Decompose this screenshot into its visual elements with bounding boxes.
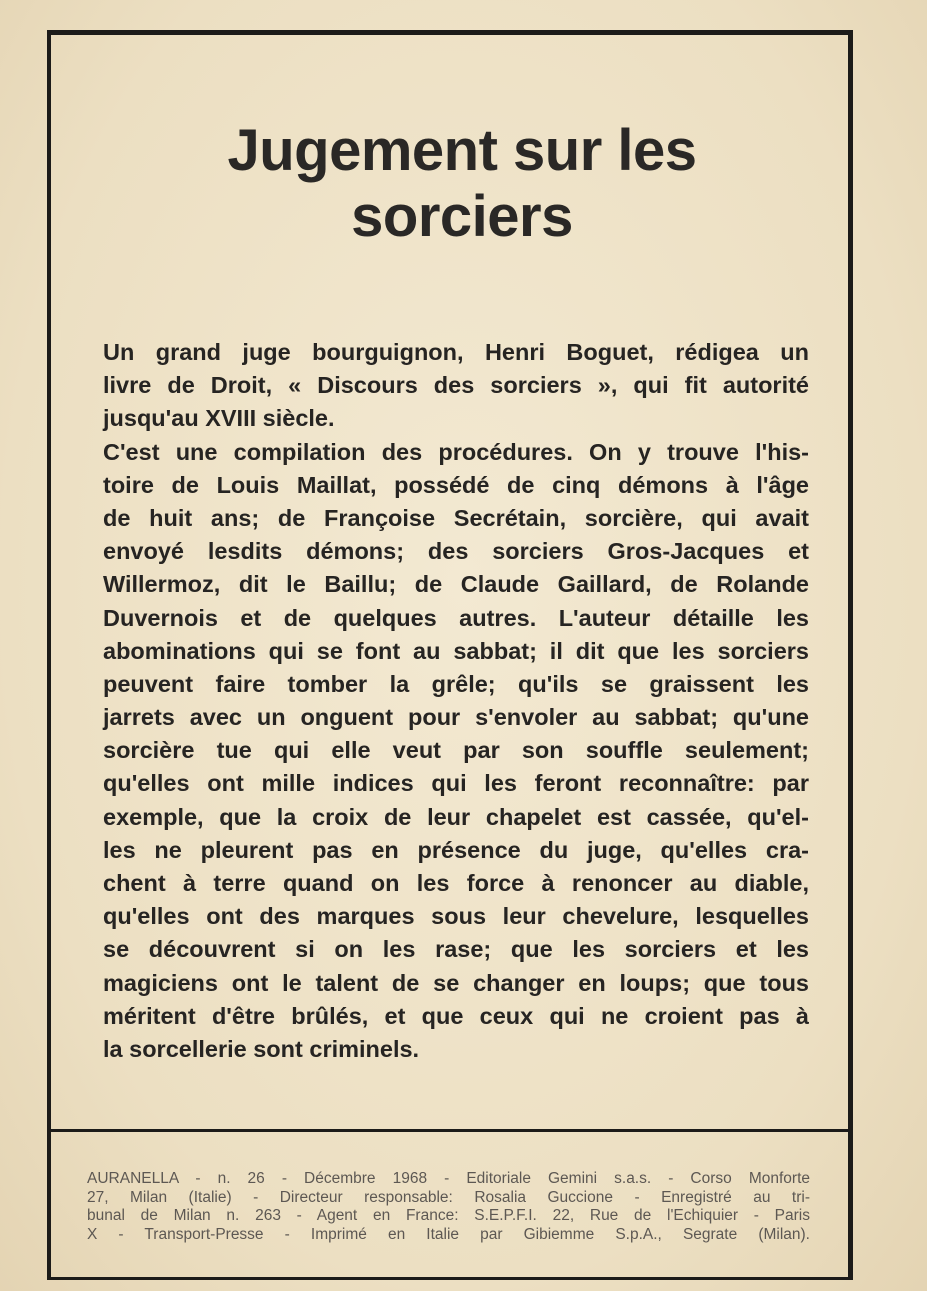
body-line: les ne pleurent pas en présence du juge, qu'elles cra- xyxy=(103,836,809,863)
body-line: jusqu'au XVIII siècle. xyxy=(103,405,335,432)
title-line-2: sorciers xyxy=(351,184,573,249)
body-line: qu'elles ont des marques sous leur chevelure, lesquelles xyxy=(103,903,809,930)
body-line: de huit ans; de Françoise Secrétain, sorcière, qui avait xyxy=(103,504,809,531)
body-line: Un grand juge bourguignon, Henri Boguet, rédigea un xyxy=(103,339,809,365)
article-body xyxy=(103,336,809,1066)
colophon-line: 27, Milan (Italie) - Directeur responsable: Rosalia Guccione - Enregistré au tri- xyxy=(87,1188,810,1206)
body-line: C'est une compilation des procédures. On y trouve l'his- xyxy=(103,438,809,465)
body-line: qu'elles ont mille indices qui les feront reconnaître: par xyxy=(103,770,809,797)
body-line: envoyé lesdits démons; des sorciers Gros-Jacques et xyxy=(103,538,809,565)
body-line: la sorcellerie sont criminels. xyxy=(103,1035,420,1062)
article-title xyxy=(62,118,862,250)
body-line: jarrets avec un onguent pour s'envoler au sabbat; qu'une xyxy=(103,704,809,731)
body-line: peuvent faire tomber la grêle; qu'ils se graissent les xyxy=(103,670,809,697)
colophon-line: X - Transport-Presse - Imprimé en Italie par Gibiemme S.p.A., Segrate (Milan). xyxy=(87,1225,810,1243)
body-line: méritent d'être brûlés, et que ceux qui ne croient pas à xyxy=(103,1002,809,1029)
body-line: Duvernois et de quelques autres. L'auteur détaille les xyxy=(103,604,809,631)
body-line: sorcière tue qui elle veut par son souffle seulement; xyxy=(103,737,809,764)
colophon-line: bunal de Milan n. 263 - Agent en France: S.E.P.F.I. 22, Rue de l'Echiquier - Paris xyxy=(87,1207,810,1225)
footer-divider xyxy=(47,1129,853,1132)
body-line: abominations qui se font au sabbat; il dit que les sorciers xyxy=(103,637,809,664)
colophon xyxy=(87,1170,810,1244)
body-line: se découvrent si on les rase; que les sorciers et les xyxy=(103,936,809,963)
body-line: livre de Droit, « Discours des sorciers », qui fit autorité xyxy=(103,372,809,399)
body-line: chent à terre quand on les force à renoncer au diable, xyxy=(103,870,809,896)
body-line: Willermoz, dit le Baillu; de Claude Gaillard, de Rolande xyxy=(103,571,809,598)
body-line: magiciens ont le talent de se changer en loups; que tous xyxy=(103,969,809,996)
body-line: toire de Louis Maillat, possédé de cinq démons à l'âge xyxy=(103,471,809,498)
colophon-line: AURANELLA - n. 26 - Décembre 1968 - Editoriale Gemini s.a.s. - Corso Monforte xyxy=(87,1170,810,1187)
title-line-1: Jugement sur les xyxy=(227,118,697,183)
body-line: exemple, que la croix de leur chapelet est cassée, qu'el- xyxy=(103,803,809,830)
